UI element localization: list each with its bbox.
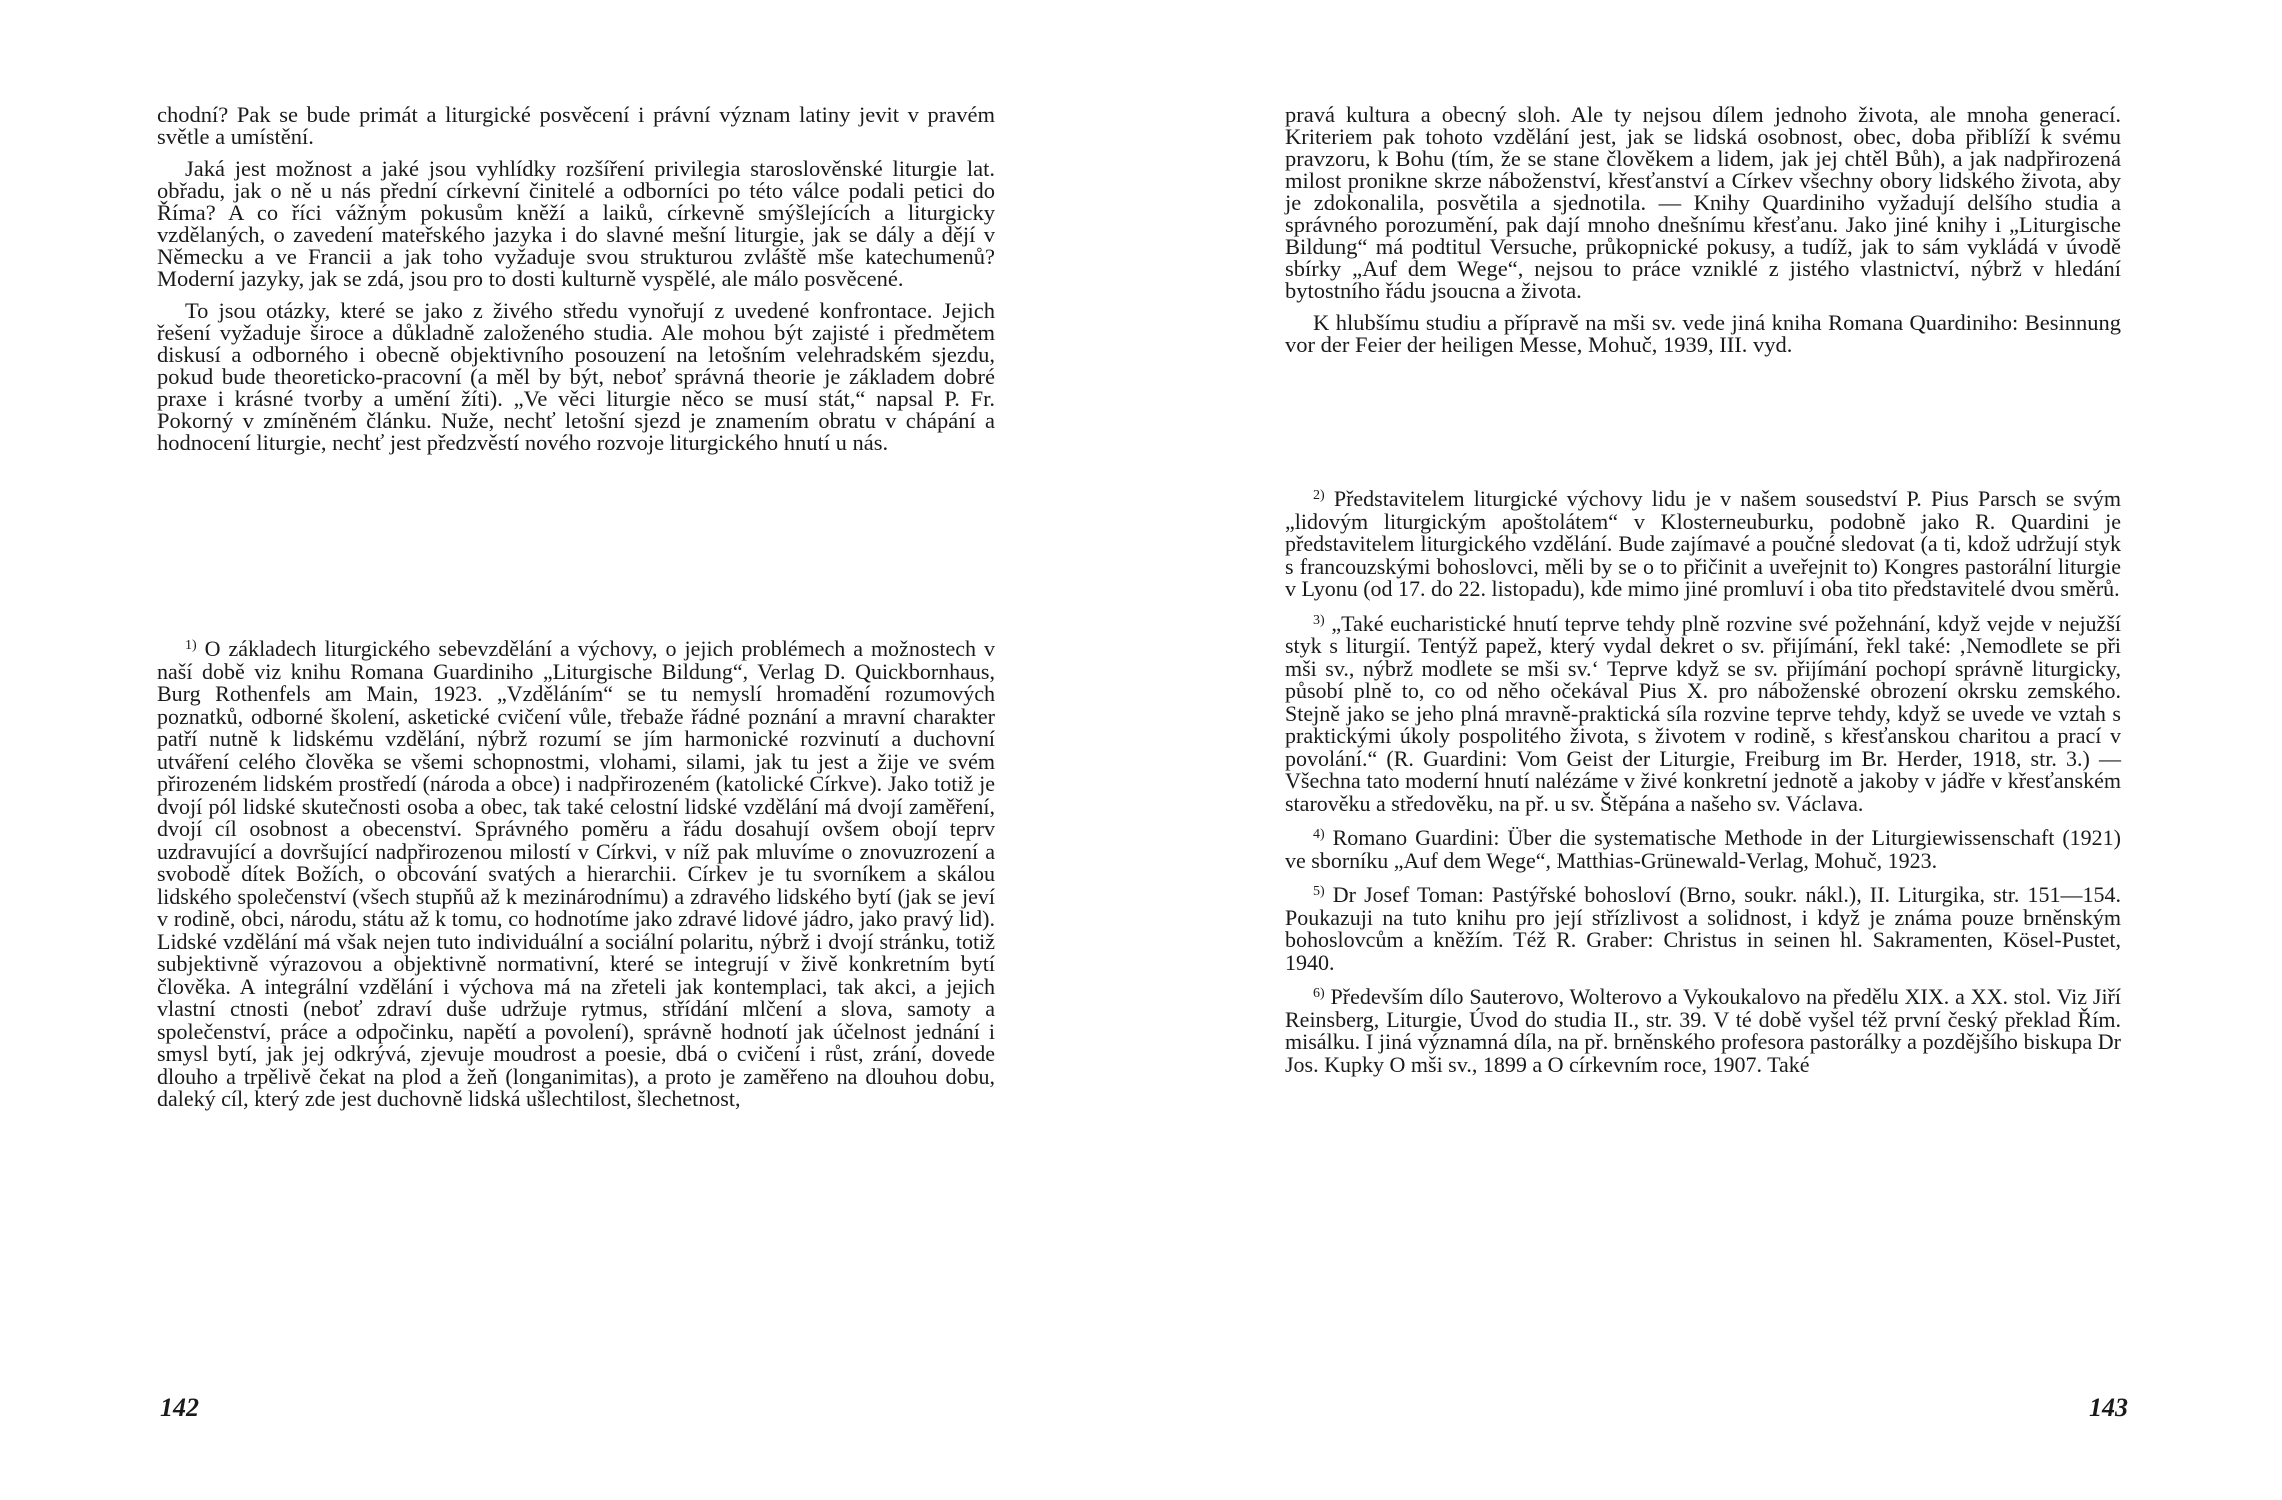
footnote-2: [1285, 488, 2121, 601]
footnote-marker: 4): [1313, 827, 1325, 842]
paragraph: Jaká jest možnost a jaké jsou vyhlídky rozšíření privilegia staroslověnské liturgie lat. obřadu, jak o ně u nás přední církevní činitelé a odborníci po této válce podali petici do Říma? A co říci vážným pokusům kněží a laiků, církevně smýšlejících a liturgicky vzdělaných, o zavedení mateřského jazyka i do slavné mešní liturgie, jak se dály a dějí v Německu a ve Francii a jak toho vyžaduje svou strukturou zvláště mše katechumenů? Moderní jazyky, jak se zdá, jsou pro to dosti kulturně vyspělé, ale málo posvěcené.: [157, 156, 995, 291]
left-footnotes: [157, 638, 995, 1123]
footnote-text: Především dílo Sauterovo, Wolterovo a Vykoukalovo na předělu XIX. a XX. stol. Viz Jiří Reinsberg, Liturgie, Úvod do studia II., str. 39. V té době vyšel též první český překlad Řím. misálku. I jiná významná díla, na př. brněnského profesora pastorálky a pozdějšího biskupa Dr Jos. Kupky O mši sv., 1899 a O církevním roce, 1907. Také: [1285, 984, 2121, 1077]
footnote-marker: 1): [185, 638, 197, 653]
footnote-text: O základech liturgického sebevzdělání a výchovy, o jejich problémech a možnostech v naší době viz knihu Romana Guardiniho „Liturgische Bildung“, Verlag D. Quickbornhaus, Burg Rothenfels am Main, 1923. „Vzděláním“ se tu nemyslí hromadění rozumových poznatků, odborné školení, asketické cvičení vůle, třebaže řádné poznání a mravní charakter patří nutně k lidskému vzdělání, nýbrž rozumí se jím harmonické rozvinutí a duchovní utváření celého člověka se všemi schopnostmi, vlohami, silami, jak tu jest a žije ve svém přirozeném lidském prostředí (národa a obce) i nadpřirozeném (katolické Církve). Jako totiž je dvojí pól lidské skutečnosti osoba a obec, tak také celostní lidské vzdělání má dvojí zaměření, dvojí cíl osobnost a obecenství. Správného poměru a řádu dosahují ovšem obojí teprv uzdravující a dovršující nadpřirozenou milostí v Církvi, v níž pak mluvíme o znovuzrození a svobodě dítek Božích, o obcování svatých a hierarchii. Církev je tu svorníkem a skálou lidského společenství (všech stupňů až k mezinárodnímu) a zdravého lidského bytí (jak se jeví v rodině, obci, národu, státu až k tomu, co hodnotíme jako zdravé lidové jádro, jako pravý lid). Lidské vzdělání má však nejen tuto individuální a sociální polaritu, nýbrž i dvojí stránku, totiž subjektivně výrazovou a objektivně normativní, které se integrují v živě konkretním bytí člověka. A integrální vzdělání i výchova má na zřeteli jak kontemplaci, tak akci, a jejich vlastní ctnosti (neboť zdraví duše udržuje rytmus, střídání mlčení a slova, samoty a společenství, práce a odpočinku, napětí a povolení), správně hodnotí jak účelnost jednání i smysl bytí, jak jej odkrývá, zjevuje moudrost a poesie, dbá o cvičení i růst, zrání, dovede dlouho a trpělivě čekat na plod a žeň (longanimitas), a proto je zaměřeno na dlouhou dobu, daleký cíl, který zde jest duchovně lidská ušlechtilost, šlechetnost,: [157, 636, 996, 1111]
right-body-text: [1285, 104, 2121, 366]
page-number: 142: [160, 1393, 199, 1422]
footnote-4: [1285, 827, 2121, 872]
footnote-5: [1285, 884, 2121, 974]
paragraph: chodní? Pak se bude primát a liturgické posvěcení i právní význam latiny jevit v pravém světle a umístění.: [157, 102, 995, 149]
page-number: 143: [2089, 1393, 2128, 1422]
footnote-continuation-paragraph: K hlubšímu studiu a přípravě na mši sv. vede jiná kniha Romana Quardiniho: Besinnung vor der Feier der heiligen Messe, Mohuč, 1939, III. vyd.: [1285, 310, 2121, 357]
footnote-text: Romano Guardini: Über die systematische Methode in der Liturgiewissenschaft (1921) ve sborníku „Auf dem Wege“, Matthias-Grünewald-Verlag, Mohuč, 1923.: [1285, 825, 2122, 873]
right-footnotes: [1285, 488, 2121, 1088]
right-page: [1141, 0, 2282, 1500]
footnote-text: Dr Josef Toman: Pastýřské bohosloví (Brno, soukr. nákl.), II. Liturgika, str. 151—154. Poukazuji na tuto knihu pro její střízlivost a solidnost, i když je známa pouze brněnským bohoslovcům a kněžím. Též R. Graber: Christus in seinen hl. Sakramenten, Kösel-Pustet, 1940.: [1285, 882, 2121, 975]
footnote-marker: 3): [1313, 612, 1325, 628]
footnote-6: [1285, 986, 2121, 1076]
footnote-text: „Také eucharistické hnutí teprve tehdy plně rozvine své požehnání, když vejde v nejužší styk s liturgií. Tentýž papež, který vydal dekret o sv. přijímání, řekl také: ‚Nemodlete se při mši sv., nýbrž modlete se mši sv.‘ Teprve když se sv. přijímání pochopí správně liturgicky, působí plně to, co od něho očekával Pius X. pro náboženské obrození okrsku zemského. Stejně jako se jeho plná mravně-praktická síla rozvine teprve tehdy, když se uvede ve vztah s praktickými úkoly pospolitého života, s životem v rodině, s křesťanskou charitou a prací v povolání.“ (R. Guardini: Vom Geist der Liturgie, Freiburg im Br. Herder, 1918, str. 3.) — Všechna tato moderní hnutí nalézáme v živé konkretní jednotě a jakoby v jádře v křesťanském starověku a středověku, na př. u sv. Štěpána a našeho sv. Václava.: [1285, 610, 2121, 816]
footnote-marker: 2): [1313, 488, 1325, 503]
left-body-text: [157, 104, 995, 464]
footnote-1: [157, 638, 995, 1111]
footnote-marker: 5): [1313, 884, 1325, 899]
footnote-3: [1285, 610, 2121, 816]
footnote-marker: 6): [1313, 986, 1325, 1001]
footnote-text: Představitelem liturgické výchovy lidu je v našem sousedství P. Pius Parsch se svým „lidovým liturgickým apoštolátem“ v Klosterneuburku, podobně jako R. Quardini je představitelem liturgického vzdělání. Bude zajímavé a poučné sledovat (a ti, kdož udržují styk s francouzskými bohoslovci, měli by se o to přičinit a uveřejnit to) Kongres pastorální liturgie v Lyonu (od 17. do 22. listopadu), kde mimo jiné promluví i oba tito představitelé dvou směrů.: [1285, 486, 2121, 601]
footnote-continuation: pravá kultura a obecný sloh. Ale ty nejsou dílem jednoho života, ale mnoha generací. Kriteriem pak tohoto vzdělání jest, jak se lidská osobnost, obec, doba přiblíží k svému pravzoru, k Bohu (tím, že se stane člověkem a lidem, jak jej chtěl Bůh), a jak nadpřirozená milost pronikne skrze náboženství, křesťanství a Církev všechny obory lidského života, aby je zdokonalila, posvětila a sjednotila. — Knihy Quardiniho vyžadují delšího studia a správného porozumění, pak dají mnoho dnešnímu křesťanu. Jako jiné knihy i „Liturgische Bildung“ má podtitul Versuche, průkopnické pokusy, a tudíž, jak to sám vykládá v úvodě sbírky „Auf dem Wege“, nejsou to práce vzniklé z jistého vlastnictví, nýbrž v hledání bytostního řádu jsoucna a života.: [1285, 102, 2121, 303]
paragraph: To jsou otázky, které se jako z živého středu vynořují z uvedené konfrontace. Jejich řešení vyžaduje široce a důkladně založeného studia. Ale mohou být zajisté i předmětem diskusí a odborného i obecně objektivního posouzení na letošním velehradském sjezdu, pokud bude theoreticko-pracovní (a měl by být, neboť správná theorie je základem dobré praxe i krásné tvorby a umění žíti). „Ve věci liturgie něco se musí stát,“ napsal P. Fr. Pokorný v zmíněném článku. Nuže, nechť letošní sjezd je znamením obratu v chápání a hodnocení liturgie, nechť jest předzvěstí nového rozvoje liturgického hnutí u nás.: [157, 298, 995, 455]
